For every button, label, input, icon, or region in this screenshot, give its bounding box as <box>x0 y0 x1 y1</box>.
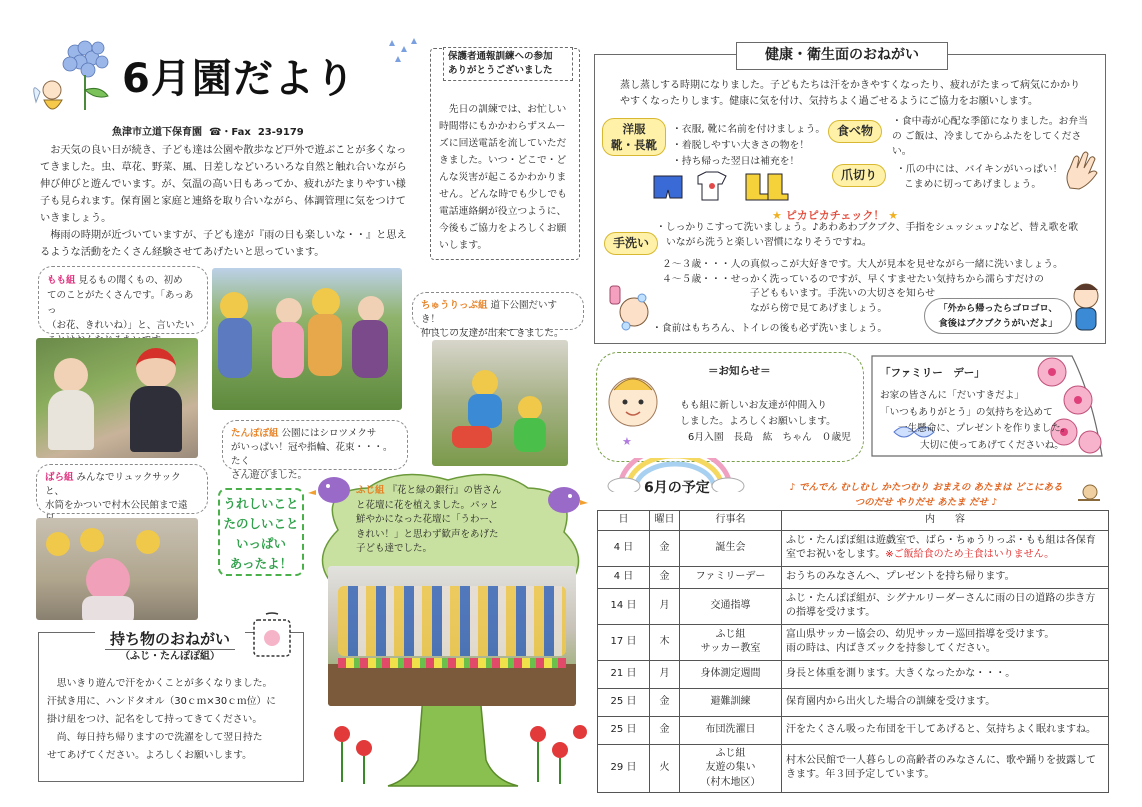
age-line: ４～５歳・・・せっかく洗っているのですが、早くすませたい気持ちから濡らすだけの <box>662 273 1044 285</box>
fuji-line: 鮮やかになった花壇に「うわー、 <box>356 514 499 525</box>
phone-label: ☎・Fax <box>208 127 251 138</box>
schedule-content-text: ふじ・たんぽぽ組は遊戯室で、ばら・ちゅうりっぷ・もも組は各保育室でお祝いをします。 <box>786 534 1096 560</box>
drill-line: せん。どんな時でも少しでも <box>439 189 567 200</box>
handwash-label: 手洗い <box>604 232 658 255</box>
bara-line: みんなでリュックサックと、 <box>45 472 181 497</box>
schedule-day: 4 日 <box>598 530 650 566</box>
belongings-heading-wrap <box>95 629 245 665</box>
belongings-line: 思いきり遊んで汗をかくことが多くなりました。 <box>56 678 273 689</box>
schedule-content <box>782 530 1109 566</box>
churippu-class-bubble <box>412 292 584 339</box>
notice-line: もも組に新しいお友達が仲間入り <box>680 400 827 411</box>
momo-class-name: もも組 <box>47 275 76 286</box>
star-icon: ★ <box>622 435 632 448</box>
schedule-content <box>782 566 1109 588</box>
intro-text <box>40 142 425 261</box>
tanpopo-line: 公園にはシロツメクサ <box>281 428 377 439</box>
clothes-text <box>672 122 840 170</box>
phone-number: 23-9179 <box>257 127 304 138</box>
schedule-content <box>782 744 1109 793</box>
col-event: 行事名 <box>680 511 782 531</box>
fuji-line: 『花と緑の銀行』の皆さん <box>387 485 502 496</box>
schedule-row <box>598 530 1109 566</box>
belongings-line: 尚、毎日持ち帰りますので洗濯をして翌日持た <box>56 732 263 743</box>
schedule-content <box>782 588 1109 624</box>
clothes-label-line: 靴・長靴 <box>611 138 657 152</box>
drill-line: ズに回送電話を流していただ <box>439 138 567 149</box>
fuji-class-photo <box>328 566 576 706</box>
schedule-content-text: ふじ・たんぽぽ組が、シグナルリーダーさんに雨の日の道路の歩き方の指導を受けます。 <box>786 592 1096 618</box>
belongings-heading: 持ち物のおねがい <box>109 630 230 648</box>
notice-entry: 6月入園 長島 紘 ちゃん ０歳児 <box>688 432 851 443</box>
rain-drops-decoration <box>386 36 422 66</box>
intro-line: いきましょう。 <box>40 213 112 224</box>
schedule-day: 25 日 <box>598 716 650 744</box>
family-text <box>880 388 1080 454</box>
schedule-content-text: 汗をたくさん吸った布団を干してあげると、気持ちよく眠れますね。 <box>786 723 1096 735</box>
schedule-table <box>597 510 1109 793</box>
bara-class-photo <box>36 518 198 620</box>
schedule-event: 交通指導 <box>680 588 782 624</box>
tanpopo-class-bubble <box>222 420 408 481</box>
slogan-box <box>218 488 304 576</box>
handwashing-icon <box>604 282 652 334</box>
fuji-line: きれい！」と思わず歓声をあげた <box>356 528 499 540</box>
intro-line: てきました。虫、草花、野菜、風、日差しなどいろいろな自然と触れ合いながら <box>40 162 407 173</box>
schedule-weekday: 月 <box>650 660 680 688</box>
snail-icon <box>1076 480 1102 502</box>
health-intro-line: 蒸し蒸しする時期になりました。子どもたちは汗をかきやすくなったり、疲れがたまって病気にかかり <box>620 80 1080 91</box>
schedule-content-text: 村木公民館で一人暮らしの高齢者のみなさんに、歌や踊りを披露してきます。年３回予定しています。 <box>786 754 1096 781</box>
fuji-class-name: ふじ組 <box>356 485 385 496</box>
fuji-line: 子ども達でした。 <box>356 543 433 554</box>
schedule-content-text: 富山県サッカー協会の、幼児サッカー巡回指導を受けます。 雨の時は、内ばきズックを持参してください。 <box>786 628 1055 654</box>
schedule-event: 誕生会 <box>680 530 782 566</box>
clothes-line: ・持ち帰った翌日は補充を！ <box>672 156 800 167</box>
churippu-line: 仲良しの友達が出来てきました。 <box>421 328 564 339</box>
check-title-text: ピカピカチェック！ <box>785 209 885 222</box>
tanpopo-line: さん遊びました。 <box>231 470 308 481</box>
notice-heading: ＝お知らせ＝ <box>708 365 771 377</box>
schedule-day: 25 日 <box>598 688 650 716</box>
gargling-child-icon <box>1066 280 1106 334</box>
drill-heading <box>443 47 573 81</box>
health-intro <box>610 78 1100 110</box>
drill-line: 電話連絡網が役立つように、 <box>439 206 567 217</box>
gargle-line: 「外から帰ったらゴロゴロ、 <box>938 303 1058 314</box>
col-day: 日 <box>598 511 650 531</box>
hydrangea-fairy-illustration <box>30 30 120 120</box>
schedule-day: 21 日 <box>598 660 650 688</box>
intro-line: るような活動をたくさん経験させてあげたいと思っています。 <box>40 247 325 258</box>
schedule-event: 布団洗濯日 <box>680 716 782 744</box>
schedule-weekday: 月 <box>650 588 680 624</box>
belongings-subheading: （ふじ・たんぽぽ組） <box>105 649 235 665</box>
schedule-weekday: 火 <box>650 744 680 793</box>
handwash-line: いながら洗うと楽しい習慣になりそうですね。 <box>666 237 872 248</box>
schedule-event: ふじ組 サッカー教室 <box>680 624 782 660</box>
tanpopo-class-photo-grass <box>212 268 402 410</box>
schedule-weekday: 金 <box>650 566 680 588</box>
schedule-row <box>598 688 1109 716</box>
star-icon: ★ <box>772 209 782 222</box>
schedule-content <box>782 660 1109 688</box>
food-line: ・食中毒が心配な季節になりました。お弁当 <box>892 116 1088 127</box>
food-label: 食べ物 <box>828 120 882 143</box>
clothes-line: ・着脱しやすい大きさの物を！ <box>672 140 810 151</box>
drill-notice-box <box>430 48 580 260</box>
schedule-row <box>598 624 1109 660</box>
schedule-heading: 6月の予定 <box>644 480 710 496</box>
schedule-event: 身体測定週間 <box>680 660 782 688</box>
clothes-line: ・衣服, 靴に名前を付けましょう。 <box>672 124 826 135</box>
clothes-label-line: 洋服 <box>622 122 646 136</box>
age-line: ながら傍で見てあげましょう。 <box>750 302 888 314</box>
slogan-line: うれしいこと <box>223 496 299 511</box>
star-icon: ★ <box>888 209 899 222</box>
nail-line: ・爪の中には、バイキンがいっぱい！ <box>896 164 1063 175</box>
health-intro-line: やすくなったりします。健康に気を付け、気持ちよく過ごせるようにご協力をお願いします。 <box>620 96 1038 107</box>
slogan-line: あったよ！ <box>229 556 293 571</box>
drill-line: いします。 <box>439 240 488 251</box>
churippu-line: 道下公園だいすき！ <box>421 300 558 325</box>
belongings-line: 掛け紐をつけ、記名をして持ってきてください。 <box>47 714 263 725</box>
bara-line: 水筒をかついで村木公民館まで遠 <box>45 500 188 511</box>
intro-line: 梅雨の時期が近づいていますが、子ども達が『雨の日も楽しいな・・』と思え <box>50 230 407 241</box>
schedule-day: 14 日 <box>598 588 650 624</box>
schedule-day: 17 日 <box>598 624 650 660</box>
nail-text <box>896 162 1076 192</box>
col-weekday: 曜日 <box>650 511 680 531</box>
nail-line: こまめに切ってあげましょう。 <box>904 179 1042 190</box>
churippu-class-photo <box>432 340 568 466</box>
page-title: 6月園だより <box>122 56 356 102</box>
drill-heading-line: ありがとうございました <box>448 65 553 76</box>
schedule-weekday: 金 <box>650 530 680 566</box>
drill-line: 先日の訓練では、お忙しい <box>448 104 567 115</box>
handwash-text <box>656 220 1102 250</box>
intro-line: お天気の良い日が続き、子ども達は公園や散歩など戸外で遊ぶことが多くなっ <box>50 145 407 156</box>
health-heading: 健康・衛生面のおねがい <box>736 42 948 70</box>
school-info <box>112 126 304 141</box>
slogan-line: たのしいこと <box>223 516 299 531</box>
momo-class-photo <box>36 338 198 458</box>
family-heading: 「ファミリー デー」 <box>880 367 985 379</box>
belongings-line: 汗拭き用に、ハンドタオル（30ｃｍ×30ｃｍ位）に <box>47 696 277 707</box>
notice-text <box>680 398 860 446</box>
schedule-weekday: 金 <box>650 688 680 716</box>
age-line: ２～３歳・・・人の真似っこが大好きです。大人が見本を見せながら一緒に洗いましょう。 <box>662 259 1063 270</box>
schedule-weekday: 金 <box>650 716 680 744</box>
towel-icon <box>250 612 294 660</box>
momo-class-bubble <box>38 266 208 334</box>
schedule-row <box>598 744 1109 793</box>
schedule-day: 4 日 <box>598 566 650 588</box>
family-line: 一生懸命に、プレゼントを作りました。 <box>898 423 1071 434</box>
schedule-day: 29 日 <box>598 744 650 793</box>
bird-icon <box>308 477 350 503</box>
family-line: 大切に使ってあげてくださいね。 <box>920 439 1064 451</box>
schedule-content <box>782 716 1109 744</box>
intro-line: 伸び伸びと遊んでいます。が、気温の高い日もあってか、疲れがたまりやすい様 <box>40 179 406 190</box>
song-line: つのだせ やりだせ あたま だせ ♪ <box>854 497 998 508</box>
hand-icon <box>1062 150 1102 194</box>
age-line: 子どももいます。手洗いの大切さを知らせ <box>750 288 936 299</box>
drill-line: 今後もご協力をよろしくお願 <box>439 223 567 234</box>
drill-heading-line: 保護者通報訓練への参加 <box>448 51 553 62</box>
family-line: お家の皆さんに「だいすきだよ」 <box>880 390 1024 401</box>
schedule-content-text: 保育園内から出火した場合の訓練を受けます。 <box>786 695 996 707</box>
schedule-content-text: 身長と体重を測ります。大きくなったかな・・・。 <box>786 667 1016 679</box>
belongings-text <box>47 675 299 765</box>
schedule-event: ファミリーデー <box>680 566 782 588</box>
schedule-content <box>782 688 1109 716</box>
clothes-shoes-icon <box>650 168 790 204</box>
handwash-line: ・しっかりこすって洗いましょう。♪あわあわブクブク、手指をシュッシュッ♪など、替え歌を歌 <box>656 222 1079 233</box>
food-line: い。 <box>892 146 912 157</box>
gargle-bubble <box>924 298 1072 334</box>
food-line: の ご飯は、冷ましてからふたをしてくださ <box>892 131 1082 142</box>
notice-line: しました。よろしくお願いします。 <box>680 416 836 427</box>
slogan-line: いっぱい <box>235 536 286 551</box>
schedule-row <box>598 588 1109 624</box>
snail-song <box>766 480 1086 510</box>
momo-line: （お花、きれいね）」と、言いたい <box>47 320 195 331</box>
gargle-line: 食後はブクブクうがいだよ」 <box>938 318 1058 329</box>
drill-text <box>439 101 575 254</box>
bara-class-bubble <box>36 464 208 514</box>
fuji-line: と花壇に花を植えました。パッと <box>356 499 499 511</box>
schedule-event: ふじ組 友遊の集い （村木地区） <box>680 744 782 793</box>
drill-line: んな災害が起こるかわかりま <box>439 172 567 183</box>
song-line: ♪ でんでん むしむし かたつむり おまえの あたまは どこにある <box>789 482 1063 493</box>
schedule-content-text: おうちのみなさんへ、プレゼントを持ち帰ります。 <box>786 570 1015 582</box>
belongings-line: せてあげてください。よろしくお願いします。 <box>47 750 252 761</box>
schedule-event: 避難訓練 <box>680 688 782 716</box>
schedule-row <box>598 660 1109 688</box>
bara-class-name: ばら組 <box>45 472 74 483</box>
churippu-class-name: ちゅうりっぷ組 <box>421 300 488 311</box>
drill-line: きました。いつ・どこで・ど <box>439 155 567 166</box>
intro-line: 子も見られます。保育園と家庭と連絡を取り合いながら、体調管理に気をつけて <box>40 196 406 207</box>
schedule-content <box>782 624 1109 660</box>
family-line: 「いつもありがとう」の気持ちを込めて <box>880 406 1053 418</box>
nail-label: 爪切り <box>832 164 886 187</box>
fuji-class-text <box>356 484 546 557</box>
clothes-label <box>602 118 666 156</box>
tanpopo-line: がいっぱい！冠や指輪、花束・・・。たく <box>231 442 393 467</box>
momo-line: てのことがたくさんです。「あっあっ <box>47 290 194 316</box>
schedule-weekday: 木 <box>650 624 680 660</box>
drill-line: 時間帯にもかかわらずスムー <box>439 121 566 132</box>
schedule-row <box>598 566 1109 588</box>
col-content: 内 容 <box>782 511 1109 531</box>
baby-face-icon <box>604 370 662 430</box>
meal-line: ・食前はもちろん、トイレの後も必ず洗いましょう。 <box>652 323 888 334</box>
schedule-note: ※ご飯給食のため主食はいりません。 <box>885 549 1055 560</box>
schedule-row <box>598 716 1109 744</box>
school-name: 魚津市立道下保育園 <box>112 127 202 138</box>
tanpopo-class-name: たんぽぽ組 <box>231 428 279 439</box>
momo-line: 見るもの聞くもの、初め <box>78 275 183 286</box>
